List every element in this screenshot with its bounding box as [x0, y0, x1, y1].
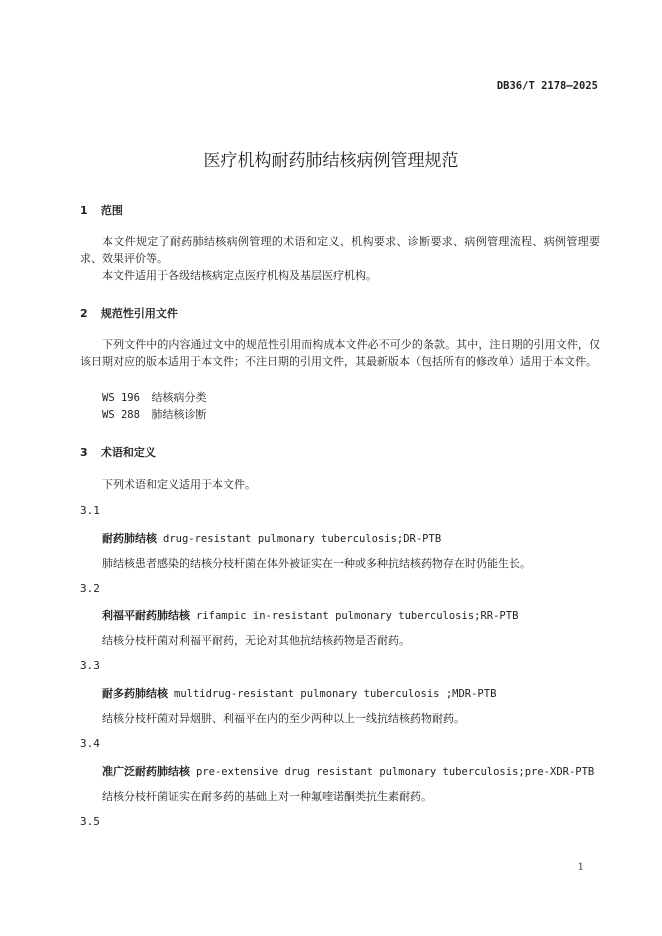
clause-number: 3.5	[80, 815, 100, 828]
section-title: 术语和定义	[100, 446, 156, 459]
term-chinese: 准广泛耐药肺结核	[102, 765, 190, 778]
section-heading	[80, 305, 178, 321]
paragraph: 下列文件中的内容通过文中的规范性引用而构成本文件必不可少的条款。其中，注日期的引用文件，仅该日期对应的版本适用于本文件；不注日期的引用文件，其最新版本（包括所有的修改单）适用于本文件。	[80, 338, 600, 368]
term-english: pre-extensive drug resistant pulmonary tuberculosis;pre-XDR-PTB	[196, 766, 595, 778]
section-number: 2	[80, 307, 88, 320]
term-chinese: 耐药肺结核	[102, 532, 157, 545]
clause-number: 3.4	[80, 737, 100, 750]
paragraph: 本文件规定了耐药肺结核病例管理的术语和定义、机构要求、诊断要求、病例管理流程、病例管理要求、效果评价等。	[80, 235, 600, 265]
term-definition: 肺结核患者感染的结核分枝杆菌在体外被证实在一种或多种抗结核药物存在时仍能生长。	[102, 557, 531, 570]
term-definition: 结核分枝杆菌对利福平耐药，无论对其他抗结核药物是否耐药。	[102, 634, 410, 647]
document-title: 医疗机构耐药肺结核病例管理规范	[203, 151, 459, 171]
clause-number: 3.1	[80, 504, 100, 517]
reference-item	[102, 406, 207, 422]
section-title: 规范性引用文件	[100, 307, 178, 320]
term-entry	[102, 685, 496, 701]
document-number: DB36/T 2178—2025	[496, 80, 598, 92]
reference-item	[102, 389, 207, 405]
term-entry	[102, 763, 594, 779]
term-entry	[102, 607, 518, 623]
section-heading	[80, 202, 123, 218]
section-number: 3	[80, 446, 88, 459]
section-number: 1	[80, 204, 88, 217]
reference-code: WS 288	[102, 409, 140, 421]
term-entry	[102, 530, 441, 546]
term-chinese: 耐多药肺结核	[102, 687, 168, 700]
paragraph: 本文件适用于各级结核病定点医疗机构及基层医疗机构。	[102, 269, 377, 282]
reference-code: WS 196	[102, 392, 140, 404]
paragraph: 下列术语和定义适用于本文件。	[102, 478, 256, 491]
term-english: drug-resistant pulmonary tuberculosis;DR-PTB	[163, 533, 442, 545]
reference-name: 肺结核诊断	[151, 408, 207, 421]
page-number: 1	[577, 862, 584, 873]
section-title: 范围	[100, 204, 123, 217]
term-english: rifampic in-resistant pulmonary tuberculosis;RR-PTB	[196, 610, 519, 622]
reference-name: 结核病分类	[151, 391, 207, 404]
clause-number: 3.3	[80, 659, 100, 672]
section-heading	[80, 444, 156, 460]
term-english: multidrug-resistant pulmonary tuberculosis ;MDR-PTB	[174, 688, 497, 700]
term-definition: 结核分枝杆菌证实在耐多药的基础上对一种氟喹诺酮类抗生素耐药。	[102, 790, 432, 803]
term-definition: 结核分枝杆菌对异烟肼、利福平在内的至少两种以上一线抗结核药物耐药。	[102, 712, 465, 725]
term-chinese: 利福平耐药肺结核	[102, 609, 190, 622]
clause-number: 3.2	[80, 582, 100, 595]
